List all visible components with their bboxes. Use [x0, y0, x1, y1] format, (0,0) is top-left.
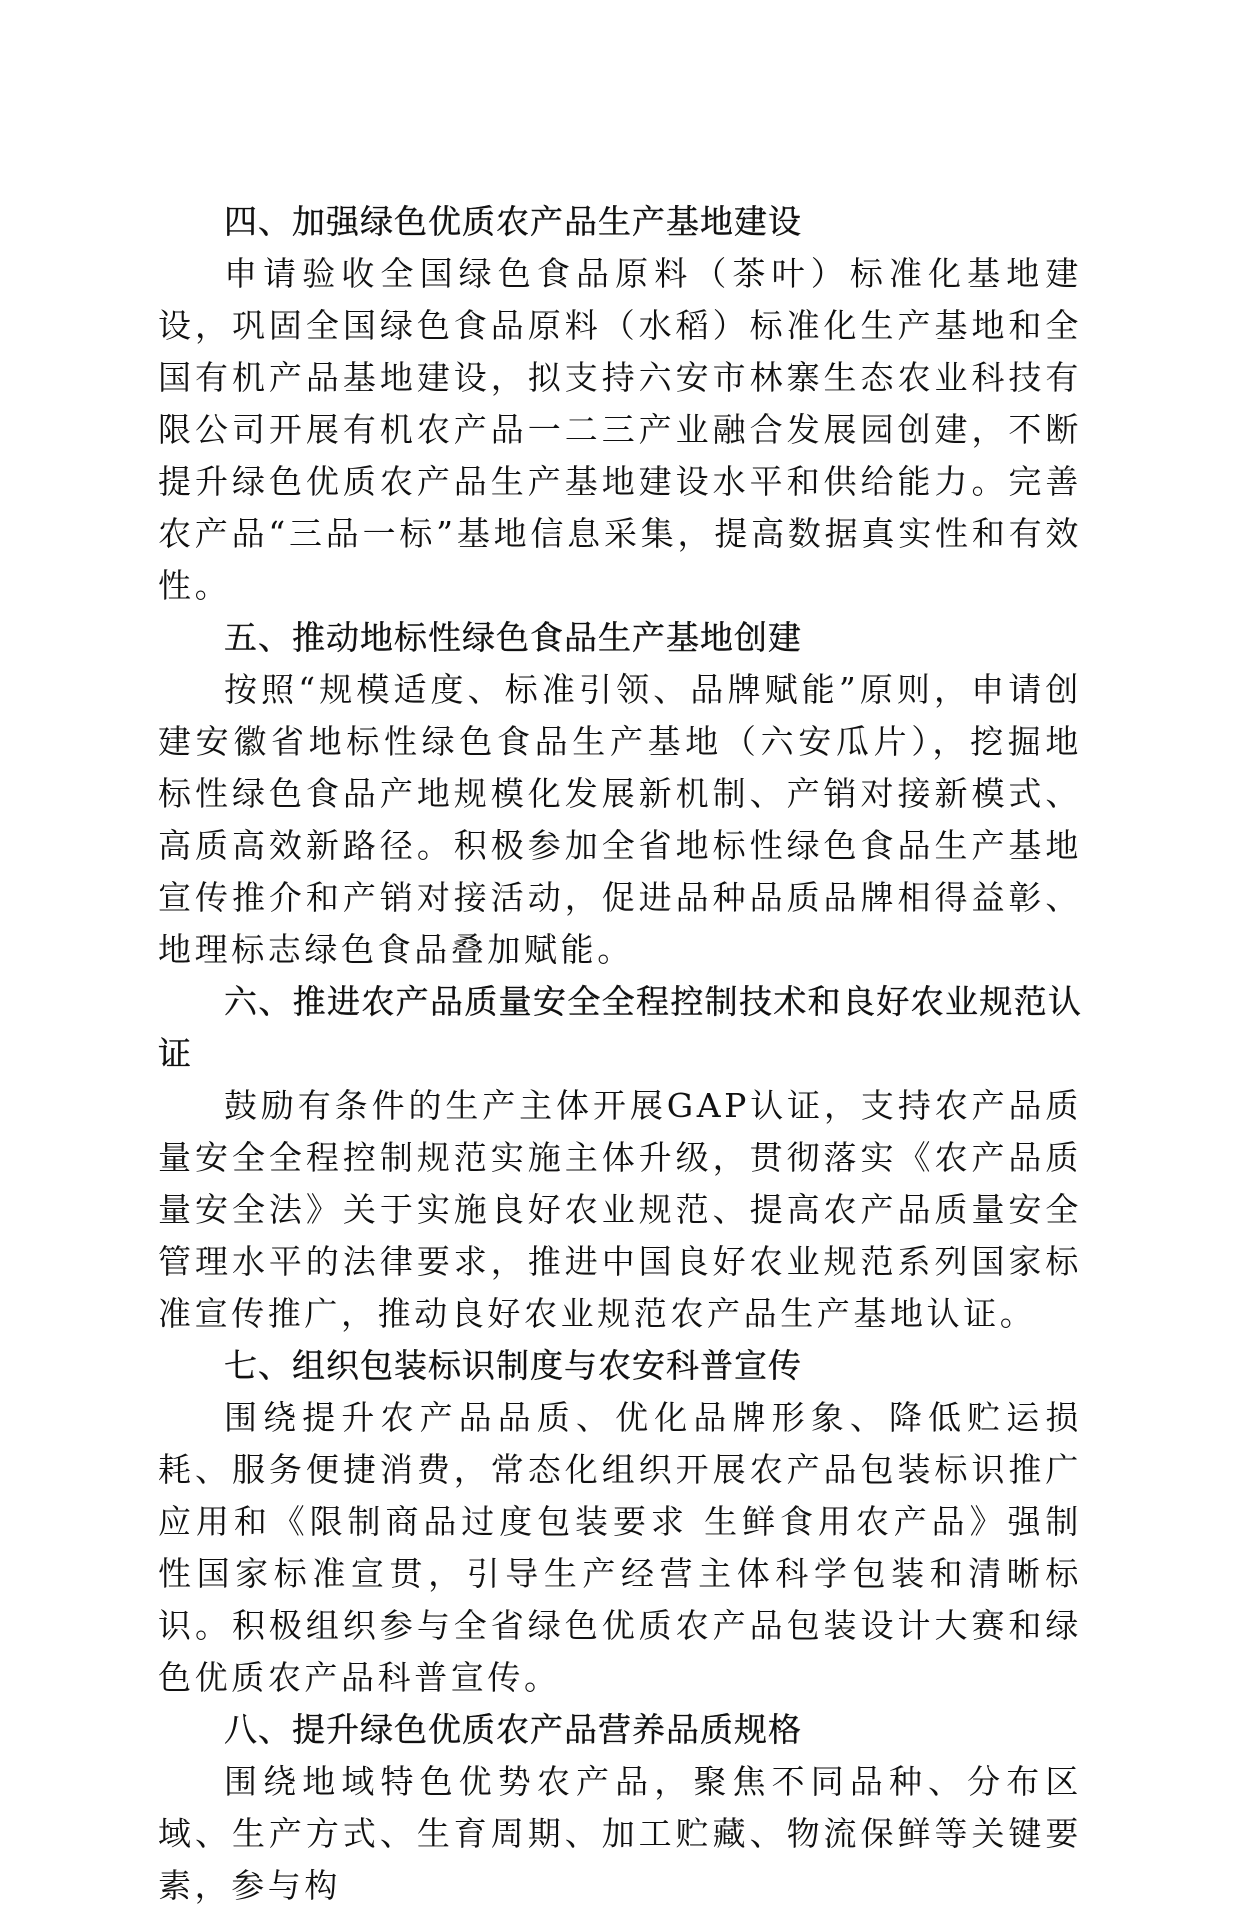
section-body-6: 鼓励有条件的生产主体开展GAP认证，支持农产品质量安全全程控制规范实施主体升级，贯彻落实《农产品质量安全法》关于实施良好农业规范、提高农产品质量安全管理水平的法律要求，推进中国良好农业规范系列国家标准宣传推广，推动良好农业规范农产品生产基地认证。: [158, 1086, 1082, 1333]
section-heading-4: 四、加强绿色优质农产品生产基地建设: [224, 202, 802, 241]
section-body-5: 按照“规模适度、标准引领、品牌赋能”原则，申请创建安徽省地标性绿色食品生产基地（六安瓜片），挖掘地标性绿色食品产地规模化发展新机制、产销对接新模式、高质高效新路径。积极参加全省地标性绿色食品生产基地宣传推介和产销对接活动，促进品种品质品牌相得益彰、地理标志绿色食品叠加赋能。: [158, 670, 1082, 969]
section-heading-5: 五、推动地标性绿色食品生产基地创建: [224, 618, 802, 657]
section-heading-6: 六、推进农产品质量安全全程控制技术和良好农业规范认证: [158, 982, 1082, 1073]
section-body-8: 围绕地域特色优势农产品，聚焦不同品种、分布区域、生产方式、生育周期、加工贮藏、物流保鲜等关键要素，参与构: [158, 1762, 1082, 1905]
section-heading-7: 七、组织包装标识制度与农安科普宣传: [224, 1346, 802, 1385]
document-page: [158, 196, 1082, 1912]
section-body-7: 围绕提升农产品品质、优化品牌形象、降低贮运损耗、服务便捷消费，常态化组织开展农产品包装标识推广应用和《限制商品过度包装要求 生鲜食用农产品》强制性国家标准宣贯，引导生产经营主体科学包装和清晰标识。积极组织参与全省绿色优质农产品包装设计大赛和绿色优质农产品科普宣传。: [158, 1398, 1082, 1697]
section-body-4: 申请验收全国绿色食品原料（茶叶）标准化基地建设，巩固全国绿色食品原料（水稻）标准化生产基地和全国有机产品基地建设，拟支持六安市林寨生态农业科技有限公司开展有机农产品一二三产业融合发展园创建，不断提升绿色优质农产品生产基地建设水平和供给能力。完善农产品“三品一标”基地信息采集，提高数据真实性和有效性。: [158, 254, 1082, 605]
section-heading-8: 八、提升绿色优质农产品营养品质规格: [224, 1710, 802, 1749]
